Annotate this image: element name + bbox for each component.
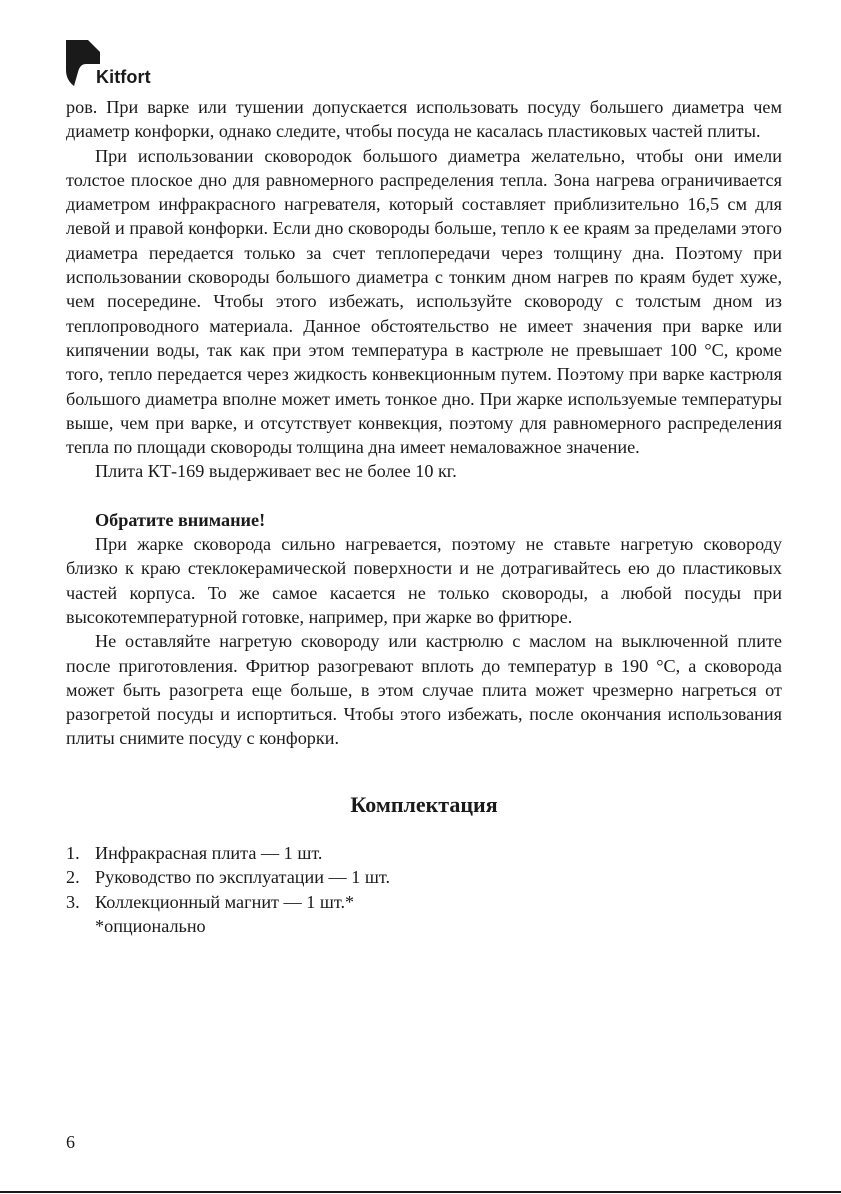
kitfort-logo-icon <box>66 40 100 86</box>
paragraph-hot-pan: При жарке сковорода сильно нагревается, поэтому не ставьте нагретую сковороду близко к краю стеклокерамической поверхности и не дотрагивайтесь ею до пластиковых частей корпуса. То же самое касается не только сковороды, а любой посуды при высокотемпературной готовке, например, при жарке во фритюре. <box>66 534 782 627</box>
package-list <box>66 841 782 914</box>
document-body <box>66 95 782 938</box>
page-bottom-divider <box>0 1191 841 1193</box>
list-item <box>66 865 782 889</box>
paragraph-continuation: ров. При варке или тушении допускается использовать посуду большего диаметра чем диаметр конфорки, однако следите, чтобы посуда не касалась пластиковых частей плиты. <box>66 97 782 142</box>
brand-name: Kitfort <box>96 67 151 87</box>
list-item <box>66 890 782 914</box>
page-number: 6 <box>66 1132 75 1152</box>
paragraph-weight-limit: Плита КТ-169 выдерживает вес не более 10 кг. <box>95 461 457 482</box>
list-item-number: 1. <box>66 843 80 864</box>
list-item-number: 3. <box>66 891 80 912</box>
list-item <box>66 841 782 865</box>
list-item-text: Коллекционный магнит — 1 шт.* <box>95 891 355 912</box>
kitfort-logo <box>66 40 151 86</box>
paragraph-large-pans: При использовании сковородок большого диаметра желательно, чтобы они имели толстое плоское дно для равномерного распределения тепла. Зона нагрева ограничивается диаметром инфракрасного нагревателя, который составляет приблизительно 16,5 см для левой и правой конфорки. Если дно сковороды больше, тепло к ее краям за пределами этого диаметра передается только за счет теплопередачи через толщину дна. Поэтому при использовании сковороды большого диаметра с тонким дном нагрев по краям будет хуже, чем посередине. Чтобы этого избежать, используйте сковороду с толстым дном из теплопроводного материала. Данное обстоятельство не имеет значения при варке или кипячении воды, так как при этом температура в кастрюле не превышает 100 °C, кроме того, тепло передается через жидкость конвекционным путем. Поэтому при варке кастрюля большого диаметра вполне может иметь тонкое дно. При жарке используемые температуры выше, чем при варке, и отсутствует конвекция, поэтому для равномерного распределения тепла по площади сковороды толщина дна имеет немаловажное значение. <box>66 145 782 458</box>
note-heading: Обратите внимание! <box>95 509 266 530</box>
paragraph-after-cooking: Не оставляйте нагретую сковороду или кастрюлю с маслом на выключенной плите после приготовления. Фритюр разогревают вплоть до температур в 190 °C, а сковорода может быть разогрета еще больше, в этом случае плита может чрезмерно нагреться от разогретой посуды и испортиться. Чтобы этого избежать, после окончания использования плиты снимите посуду с конфорки. <box>66 631 782 749</box>
list-item-text: Инфракрасная плита — 1 шт. <box>95 843 323 864</box>
list-item-number: 2. <box>66 867 80 888</box>
section-title-package: Комплектация <box>350 791 498 817</box>
footnote: *опционально <box>95 915 206 936</box>
list-item-text: Руководство по эксплуатации — 1 шт. <box>95 867 391 888</box>
